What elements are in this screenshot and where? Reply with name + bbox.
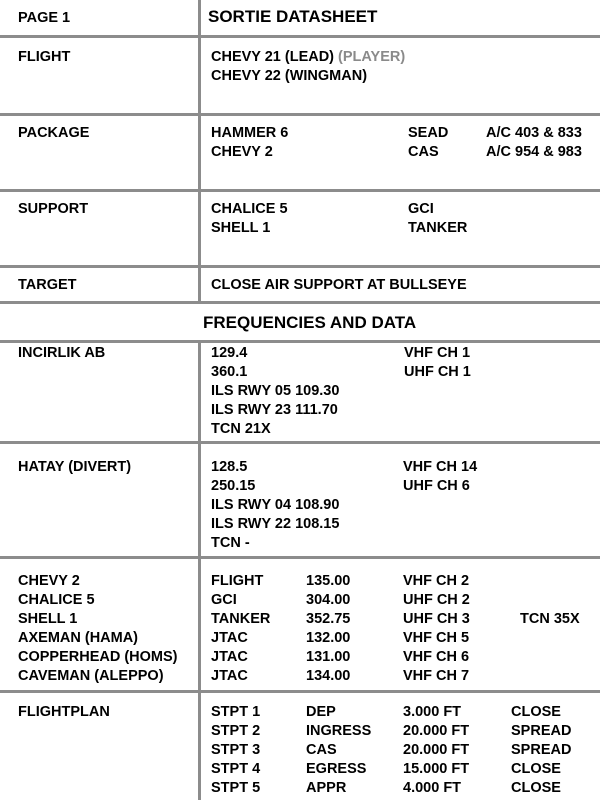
support-role: GCI: [408, 201, 434, 217]
altitude: 20.000 FT: [403, 723, 470, 739]
comms-channels: [403, 572, 470, 686]
frequency: 135.00: [306, 573, 351, 589]
comms-roles: [211, 572, 270, 686]
incirlik-data: [211, 344, 339, 439]
channel: VHF CH 6: [403, 649, 470, 665]
phase: DEP: [306, 704, 336, 720]
formation: CLOSE: [511, 761, 561, 777]
support-role: TANKER: [408, 220, 468, 236]
hatay-channels: [403, 458, 477, 496]
callsign: AXEMAN (HAMA): [18, 630, 139, 646]
flightplan-altitudes: [403, 703, 469, 798]
ils-line: ILS RWY 04 108.90: [211, 497, 340, 513]
page-title: SORTIE DATASHEET: [208, 7, 378, 26]
steerpoint: STPT 4: [211, 761, 261, 777]
freq-line: 250.15: [211, 478, 256, 494]
altitude: 4.000 FT: [403, 780, 462, 796]
package-unit: CHEVY 2: [211, 144, 273, 160]
support-unit: SHELL 1: [211, 220, 271, 236]
channel: UHF CH 2: [403, 592, 470, 608]
package-aircraft: A/C 954 & 983: [486, 144, 582, 160]
formation: SPREAD: [511, 723, 572, 739]
freq-line: 128.5: [211, 459, 248, 475]
page-number: PAGE 1: [18, 10, 71, 26]
incirlik-label: INCIRLIK AB: [18, 345, 106, 361]
flightplan-label: FLIGHTPLAN: [18, 704, 110, 720]
role: GCI: [211, 592, 237, 608]
ils-line: ILS RWY 05 109.30: [211, 383, 340, 399]
divider-line: [0, 690, 600, 693]
callsign: COPPERHEAD (HOMS): [18, 649, 178, 665]
steerpoint: STPT 1: [211, 704, 261, 720]
divider-line: [0, 265, 600, 268]
divider-line: [0, 441, 600, 444]
phase: EGRESS: [306, 761, 367, 777]
steerpoint: STPT 5: [211, 780, 261, 796]
role: JTAC: [211, 649, 248, 665]
divider-line: [0, 189, 600, 192]
tacan-line: TCN -: [211, 535, 250, 551]
altitude: 15.000 FT: [403, 761, 470, 777]
role: FLIGHT: [211, 573, 264, 589]
ils-line: ILS RWY 23 111.70: [211, 402, 338, 418]
role: JTAC: [211, 668, 248, 684]
column-divider: [198, 340, 201, 800]
frequency: 134.00: [306, 668, 351, 684]
channel-line: VHF CH 1: [404, 345, 471, 361]
package-label: PACKAGE: [18, 125, 90, 141]
target-value: CLOSE AIR SUPPORT AT BULLSEYE: [211, 277, 467, 293]
phase: CAS: [306, 742, 337, 758]
formation: CLOSE: [511, 704, 561, 720]
divider-line: [0, 301, 600, 304]
phase: INGRESS: [306, 723, 372, 739]
flight-wingman: CHEVY 22 (WINGMAN): [211, 68, 368, 84]
column-divider: [198, 0, 201, 301]
incirlik-channels: [404, 344, 471, 382]
flightplan-phases: [306, 703, 371, 798]
package-unit: HAMMER 6: [211, 125, 289, 141]
formation: SPREAD: [511, 742, 572, 758]
player-tag: (PLAYER): [338, 49, 406, 65]
channel: VHF CH 5: [403, 630, 470, 646]
altitude: 3.000 FT: [403, 704, 462, 720]
comms-frequencies: [306, 572, 350, 686]
channel: VHF CH 7: [403, 668, 470, 684]
divider-line: [0, 35, 600, 38]
frequency: 132.00: [306, 630, 351, 646]
callsign: SHELL 1: [18, 611, 78, 627]
callsign: CHALICE 5: [18, 592, 95, 608]
callsign: CAVEMAN (ALEPPO): [18, 668, 164, 684]
callsign: CHEVY 2: [18, 573, 80, 589]
frequency: 131.00: [306, 649, 351, 665]
frequency: 352.75: [306, 611, 351, 627]
frequency: 304.00: [306, 592, 351, 608]
support-label: SUPPORT: [18, 201, 89, 217]
flight-label: FLIGHT: [18, 49, 71, 65]
hatay-label: HATAY (DIVERT): [18, 459, 132, 475]
ils-line: ILS RWY 22 108.15: [211, 516, 340, 532]
package-aircraft: A/C 403 & 833: [486, 125, 582, 141]
flightplan-steerpoints: [211, 703, 260, 798]
flight-lead-callsign: CHEVY 21 (LEAD): [211, 49, 335, 65]
comms-callsigns: [18, 572, 178, 686]
support-unit: CHALICE 5: [211, 201, 288, 217]
frequencies-heading: FREQUENCIES AND DATA: [203, 313, 417, 332]
channel-line: UHF CH 1: [404, 364, 471, 380]
freq-line: 360.1: [211, 364, 248, 380]
role: TANKER: [211, 611, 271, 627]
steerpoint: STPT 3: [211, 742, 261, 758]
steerpoint: STPT 2: [211, 723, 261, 739]
tanker-tacan: TCN 35X: [520, 611, 580, 627]
hatay-data: [211, 458, 339, 553]
target-label: TARGET: [18, 277, 77, 293]
package-role: SEAD: [408, 125, 449, 141]
package-role: CAS: [408, 144, 439, 160]
tacan-line: TCN 21X: [211, 421, 271, 437]
divider-line: [0, 113, 600, 116]
divider-line: [0, 556, 600, 559]
formation: CLOSE: [511, 780, 561, 796]
channel-line: VHF CH 14: [403, 459, 478, 475]
flightplan-formations: [511, 703, 571, 798]
channel-line: UHF CH 6: [403, 478, 470, 494]
channel: UHF CH 3: [403, 611, 470, 627]
divider-line: [0, 340, 600, 343]
freq-line: 129.4: [211, 345, 248, 361]
role: JTAC: [211, 630, 248, 646]
channel: VHF CH 2: [403, 573, 470, 589]
phase: APPR: [306, 780, 347, 796]
flight-lead: [211, 48, 405, 67]
altitude: 20.000 FT: [403, 742, 470, 758]
